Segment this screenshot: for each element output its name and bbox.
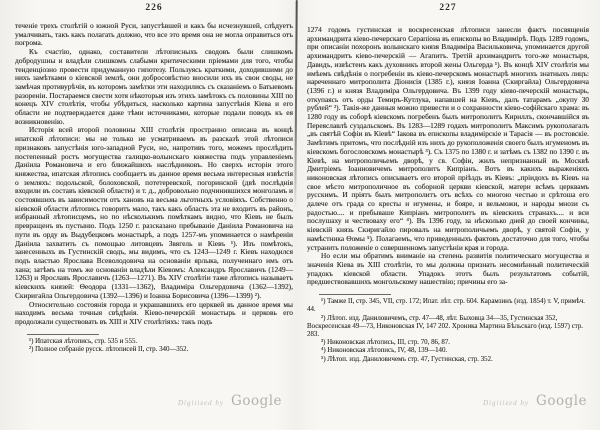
paragraph: Но если мы обратимъ вниманіе на степень развитія политическаго могущества и значенія Кіева въ XIII столѣтіи, то мы должны признать несомнѣнный политическій упадокъ кіевской области. Упадокъ этотъ былъ результатомъ событій, предшествовавшихъ монгольскому нашествію; причины его за- <box>307 251 589 287</box>
left-page <box>15 3 293 354</box>
google-logo-text: Google <box>536 393 588 409</box>
footnote: ¹) Тамже II, стр. 345, VII, стр. 172; Ипат. лѣт. стр. 604. Карамзинъ (изд. 1854) т. V, примѣч. 44. <box>307 298 586 314</box>
google-watermark <box>178 392 282 410</box>
footnote: ¹) Ипатская лѣтопись, стр. 535 и 555. <box>29 337 138 345</box>
paragraph: 1274 годомъ густинская и воскресенская лѣтописи занесли фактъ посвященія архимандрита кіево-печерскаго Серапіона въ епископы во Владимірѣ. Подъ 1289 годомъ, при описаніи похоронъ волынскаго князя Владиміра Васильковича, упоминается другой архимандритъ кіево-печерскій — Агапитъ. Третій архимандритъ того-же монастыря, Давидъ, извѣстенъ какъ духовникъ второй жены Ольгерда ¹). Въ концѣ XIV столѣтія мы имѣемъ свѣдѣнія о погребеніи въ кіево-печерскомъ монастырѣ многихъ знатныхъ лицъ: нареченнаго митрополита Діонисія (1385 г.), князя Іоанна (Скиргайла) Ольгердовича (1396 г.) и князя Владиміра Ольгердовича. Въ 1399 году кіево-печерскій монастырь, откупаясь отъ орды Темиръ-Кутлука, напавшей на Кіевъ, далъ татарамъ „окупу 30 рублей“ ²). Такія-же данныя можно привести и о сохранности кіево-софійскаго храма: въ 1280 году въ соборѣ кіевскомъ погребенъ былъ митрополитъ Кириллъ, скончавшійся въ Переяславлѣ суздальскомъ. Въ 1283—1289 годахъ митрополитъ Максимъ рукополагалъ „въ святѣй Софіи въ Кіевѣ“ Іакова въ епископы владимірскіе и Тарасія — въ ростовскіе. Замѣтимъ притомъ, что послѣдній изъ нихъ до рукоположенія своего былъ игуменомъ въ кіевскомъ богословскомъ монастырѣ ³). Съ 1375 по 1380 г. и затѣмъ съ 1382 по 1390 г. въ Кіевѣ, на митрополичьемъ дворѣ, у св. Софіи, жилъ непризнанный въ Москвѣ Дмитріемъ Іоанновичемъ митрополитъ Кипріанъ. Вотъ въ какихъ выраженіяхъ никоновская лѣтопись описываетъ его второй пріѣздъ въ Кіевъ: „пріидохъ въ Кіевъ на свое мѣсто митрополичное въ соборной церкви кіевской, матери всѣмъ церквамъ русскимъ. И пріятъ былъ митрополитъ отъ всѣхъ со многою честью и срѣтоша его далече отъ града со кресты и игумены, и бояре, и вельможи, и народы мнози съ радостью.... и пребываше Кипріанъ митрополитъ въ кіевскихъ странахъ.... и вси послушаху и чествоваху его“ ⁴). Въ 1396 году, за нѣсколько дней до своей кончины, кіевскій князь Скиригайло пировалъ на митрополичьемъ дворѣ, у святой Софіи, у намѣстника Ѳомы ⁵). Полагаемъ, что приведенныхъ фактовъ достаточно для того, чтобы устранить положеніе о совершенномъ запустѣніи края и города. <box>307 25 589 252</box>
footnote-separator <box>319 294 391 295</box>
page-gutter-line <box>294 0 297 208</box>
google-watermark <box>483 392 587 410</box>
paragraph: теченіе трехъ столѣтій о южной Руси, запустѣвшей и какъ бы исчезнувшей, слѣдуетъ умалчивать, такъ какъ полагать должно, что все это время она не могла оправиться отъ погрома. <box>15 21 293 48</box>
watermark-prefix: Digitized by <box>483 399 530 407</box>
page-number-right: 227 <box>439 3 457 13</box>
watermark-prefix: Digitized by <box>178 399 225 407</box>
right-page-text <box>307 26 589 287</box>
footnote: ²) Полное собраніе русск. лѣтописей II, стр. 340—352. <box>29 345 189 353</box>
footnote: ⁴) Никоновская лѣтопись, IV, 48, 139—140. <box>321 347 448 355</box>
right-page <box>307 3 589 364</box>
google-logo-text: Google <box>231 393 283 409</box>
footnote-separator <box>27 334 99 335</box>
paragraph: Относительно состоянія города и украшавшихъ его церквей въ данное время мы находимъ весьма точныя свѣдѣнія. Кіево-печерскій монастырь и церковь его продолжали существовать въ XIII и XIV столѣтіяхъ: такъ подъ <box>15 299 293 326</box>
left-page-text <box>15 22 293 327</box>
page-number-left: 226 <box>145 3 163 13</box>
paragraph: Къ счастію, однако, составители лѣтописныхъ сводовъ были слишкомъ добродушны и владѣли слишкомъ слабыми критическими пріемами для того, чтобы тенденціозно провести придуманную гипотезу. Пользуясь краткими, доходившими до нихъ замѣтками о кіевской землѣ, они добросовѣстно вносили ихъ въ свои своды, не замѣчая противурѣчія, въ которомъ замѣтки эти находились съ сказаніемъ о Батыевомъ разореніи. Постараемся свести хотя нѣкоторыя изъ этихъ замѣтокъ съ половины XIII по конецъ XIV столѣтія, чтобы убѣдиться, насколько картина запустѣнія Кіева и его области не подтверждается даже тѣми источниками, которые подали поводъ къ ея возникновенію. <box>15 47 293 126</box>
footnote: ⁵) Лѣтоп. изд. Даниловичемъ стр. 47, Густинская, стр. 352. <box>321 355 493 363</box>
left-page-footnotes <box>15 338 293 354</box>
right-page-footnotes <box>307 298 589 364</box>
paragraph: Исторія всей второй половины XIII столѣтія пространно описана въ концѣ ипатской лѣтописи: мы не только не усматриваемъ въ разсказѣ этой лѣтописи признаковъ запустѣнія юго-западной Руси, но, напротивъ того, можемъ прослѣдить постепенный ростъ могущества галицко-волынскаго княжества подъ управленіемъ Даніила Романовича и его ближайшихъ наслѣдниковъ. Но сверхъ исторіи этого княжества, ипатская лѣтопись сообщаетъ въ данное время весьма интересныя извѣстія о земляхъ: подольской, болоховской, потетеревской, погоринской (двѣ послѣднія входили въ составъ кіевской области) и т. д., добровольно подчинившихся монголамъ и состоявшихъ въ зависимости отъ хановъ на весьма льготныхъ условіяхъ. Собственно о кіевской области лѣтопись говоритъ мало, такъ какъ область эта не входитъ въ районъ, избранный лѣтописцемъ, но по нѣсколькимъ помѣткамъ видно, что Кіевъ не былъ превращенъ въ пустыню. Подъ 1250 г. разсказано пребываніе Даніила Романовича на пути въ орду въ Выдубецкомъ монастырѣ, а подъ 1257-мъ упоминается о намѣреніи Даніила захватить съ помощью литовцевъ Звягель и Кіевъ ¹). Изъ помѣтокъ, занесенныхъ въ Густинскій сводъ, мы видимъ, что съ 1243—1249 г. Кіевъ находился подъ властью Ярослава Всеволодовича на основаніи ярлыка, полученнаго имъ отъ хана; затѣмъ на томъ же основаніи владѣли Кіевомъ: Александръ Ярославичъ (1249—1263) и Ярославъ Ярославичъ (1263—1271). Въ XIV столѣтіи таже лѣтопись называетъ кіевскихъ князей: Ѳеодора (1331—1362), Владиміра Ольгердовича (1362—1392), Скиригайла Ольгердовича (1392—1396) и Іоанна Борисовича (1396—1399) ²). <box>15 125 293 300</box>
footnote: ³) Никоновская лѣтопись, III, стр. 70, 86, 87. <box>321 339 451 347</box>
footnote: ²) Лѣтоп. изд. Даниловичемъ, стр. 47—48, лѣт. Быховца 34—35, Густинская 352, Воскресенская 49—73, Никоновская IV, 147 202. Хроника Мартина Бѣльскаго (изд. 1597) стр. 283. <box>307 314 584 338</box>
